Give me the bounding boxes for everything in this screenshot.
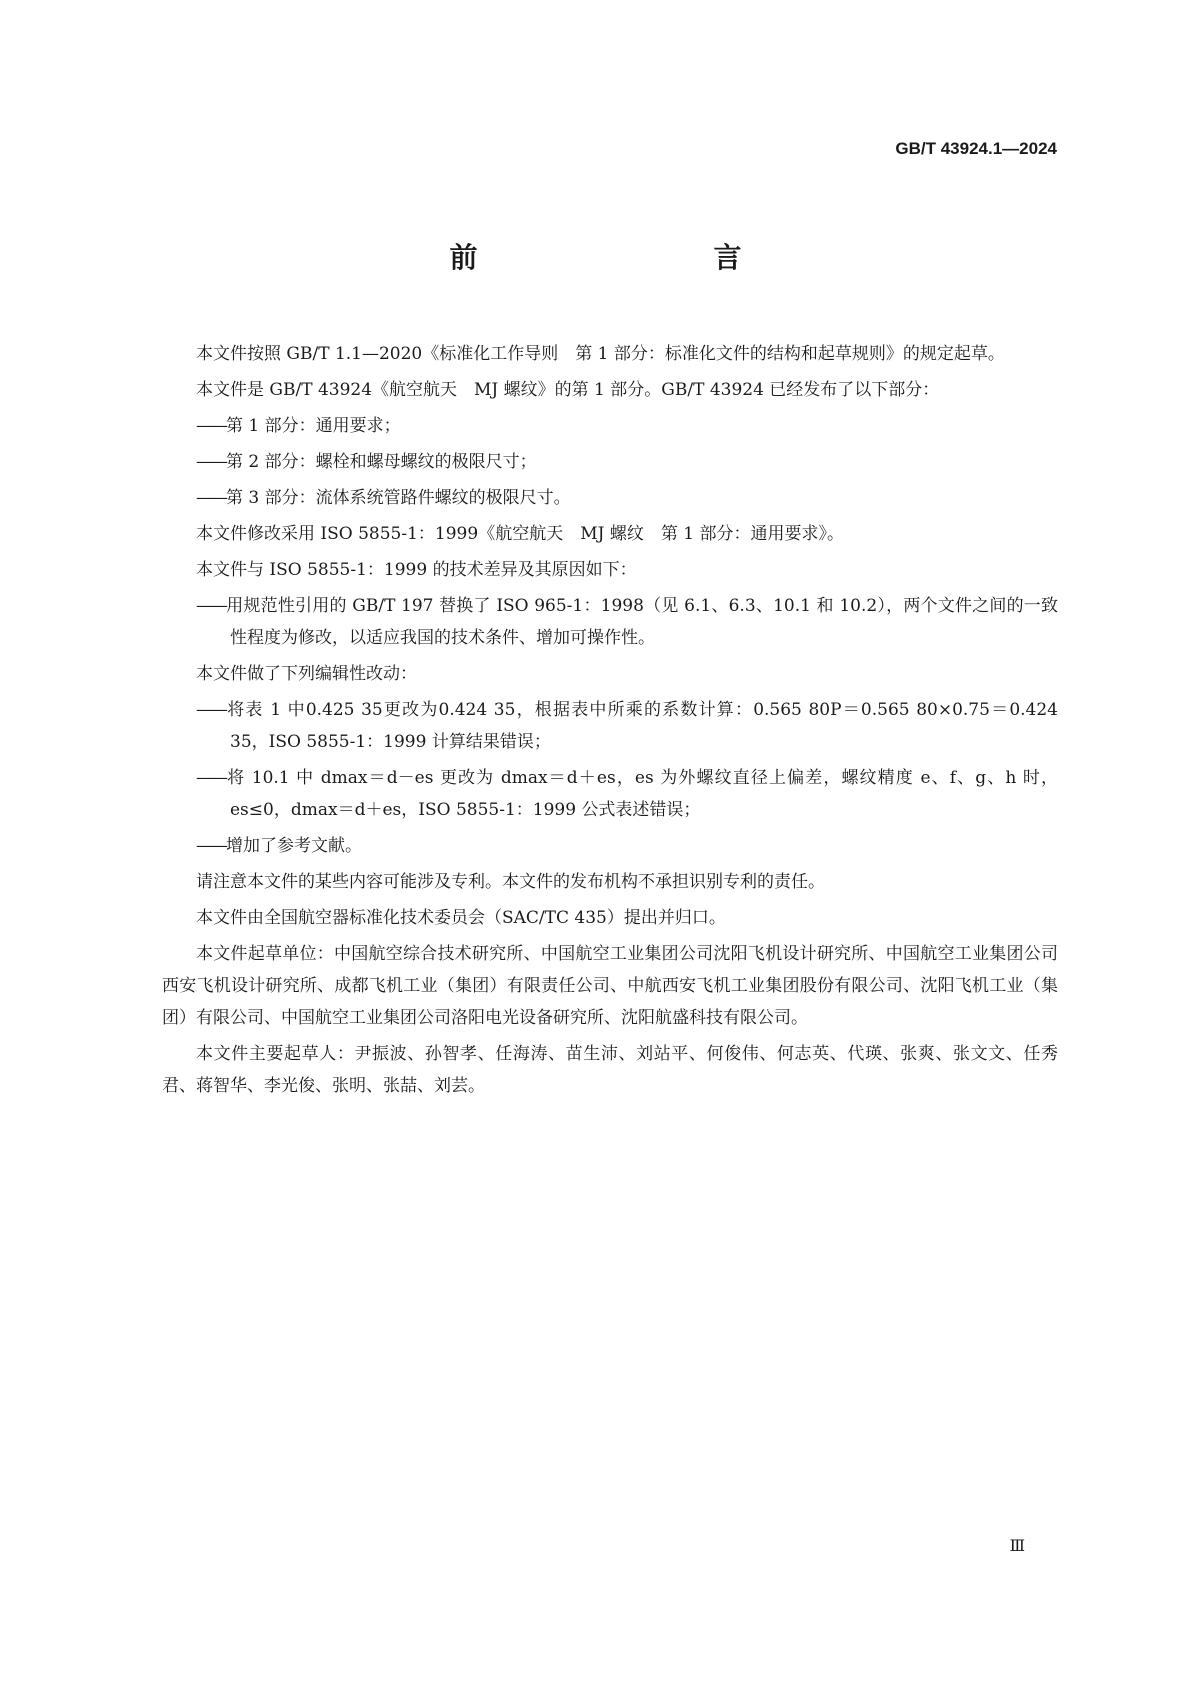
paragraph: 本文件修改采用 ISO 5855-1：1999《航空航天 MJ 螺纹 第 1 部分：通用要求》。 [196, 524, 844, 544]
list-item [196, 762, 1058, 826]
list-item [196, 410, 1058, 442]
paragraph: 本文件是 GB/T 43924《航空航天 MJ 螺纹》的第 1 部分。GB/T 43924 已经发布了以下部分： [196, 380, 940, 400]
dash-marker: —— [196, 700, 226, 720]
list-item [196, 446, 1058, 478]
dash-marker: —— [196, 836, 226, 856]
dash-marker: —— [196, 416, 226, 436]
dash-marker: —— [196, 452, 226, 472]
dash-marker: —— [196, 488, 226, 508]
list-item-text: 第 1 部分：通用要求； [226, 416, 401, 436]
paragraph: 本文件做了下列编辑性改动： [196, 664, 417, 684]
document-body [162, 338, 1058, 1106]
document-code: GB/T 43924.1—2024 [895, 139, 1057, 158]
paragraph: 本文件与 ISO 5855-1：1999 的技术差异及其原因如下： [196, 560, 637, 580]
paragraph: 本文件由全国航空器标准化技术委员会（SAC/TC 435）提出并归口。 [196, 908, 726, 928]
paragraph: 本文件按照 GB/T 1.1—2020《标准化工作导则 第 1 部分：标准化文件的结构和起草规则》的规定起草。 [196, 344, 1005, 364]
list-item-text: 将 10.1 中 dmax＝d－es 更改为 dmax＝d＋es，es 为外螺纹直径上偏差，螺纹精度 e、f、g、h 时，es≤0，dmax＝d＋es，ISO 5855-1：1999 公式表述错误； [226, 768, 1058, 820]
page-title: 前 言 [449, 241, 802, 274]
list-item-text: 增加了参考文献。 [226, 836, 362, 856]
list-item [196, 694, 1058, 758]
list-item-text: 第 2 部分：螺栓和螺母螺纹的极限尺寸； [226, 452, 537, 472]
dash-marker: —— [196, 768, 226, 788]
dash-marker: —— [196, 596, 226, 616]
list-item-text: 第 3 部分：流体系统管路件螺纹的极限尺寸。 [226, 488, 571, 508]
list-item [196, 482, 1058, 514]
paragraph: 请注意本文件的某些内容可能涉及专利。本文件的发布机构不承担识别专利的责任。 [196, 872, 825, 892]
paragraph: 本文件起草单位：中国航空综合技术研究所、中国航空工业集团公司沈阳飞机设计研究所、中国航空工业集团公司西安飞机设计研究所、成都飞机工业（集团）有限责任公司、中航西安飞机工业集团股份有限公司、沈阳飞机工业（集团）有限公司、中国航空工业集团公司洛阳电光设备研究所、沈阳航盛科技有限公司。 [162, 944, 1058, 1028]
list-item-text: 将表 1 中0.425 35更改为0.424 35，根据表中所乘的系数计算：0.565 80P＝0.565 80×0.75＝0.424 35，ISO 5855-1：1999 计算结果错误； [226, 700, 1058, 752]
list-item-text: 用规范性引用的 GB/T 197 替换了 ISO 965-1：1998（见 6.1、6.3、10.1 和 10.2），两个文件之间的一致性程度为修改，以适应我国的技术条件、增加可操作性。 [226, 596, 1058, 648]
paragraph: 本文件主要起草人：尹振波、孙智孝、任海涛、苗生沛、刘站平、何俊伟、何志英、代瑛、张爽、张文文、任秀君、蒋智华、李光俊、张明、张喆、刘芸。 [162, 1044, 1058, 1096]
list-item [196, 830, 1058, 862]
page-number: Ⅲ [1009, 1536, 1025, 1555]
list-item [196, 590, 1058, 654]
